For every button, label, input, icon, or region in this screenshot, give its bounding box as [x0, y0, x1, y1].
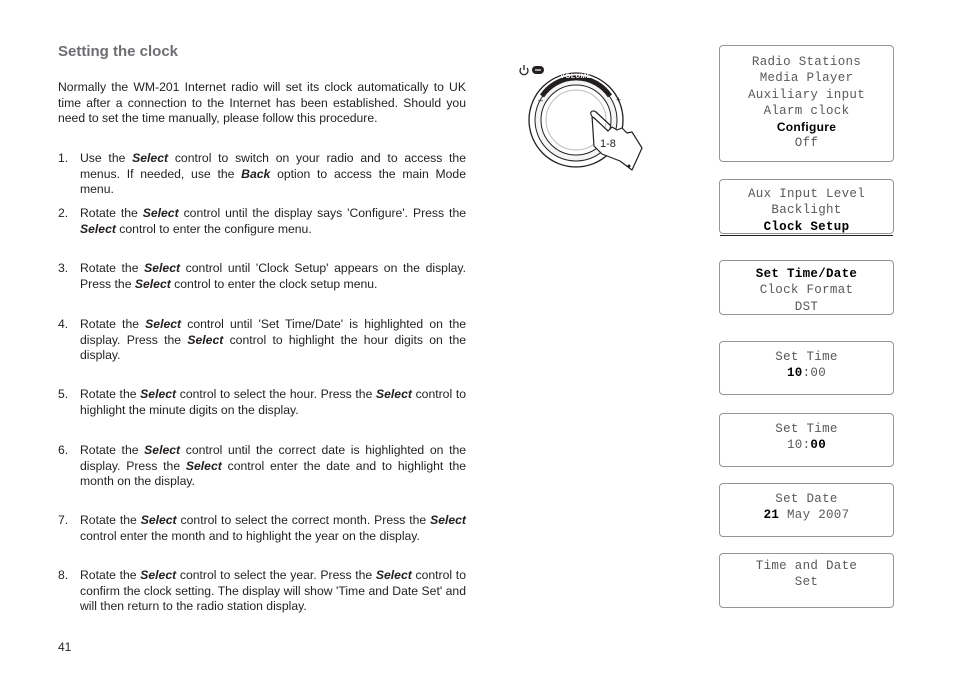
lcd-line: Time and Date	[755, 559, 858, 573]
lcd-display-screen	[719, 179, 894, 234]
lcd-highlighted-value: 21	[763, 508, 780, 523]
step-text-run: control until the display says 'Configure'. Press the	[178, 206, 467, 220]
instruction-step	[58, 317, 466, 364]
instruction-step	[58, 387, 466, 418]
step-text-run: Rotate the	[80, 387, 141, 401]
lcd-highlighted-value: 00	[810, 438, 827, 453]
power-icon	[520, 65, 528, 75]
lcd-display-screen	[719, 341, 894, 395]
step-text-run: Rotate the	[80, 513, 141, 527]
control-keyword: Select	[140, 387, 177, 401]
step-text-run: control to confirm the clock setting. The display will show 'Time and Date Set' and will then return to the radio station display.	[80, 568, 466, 613]
instruction-step	[58, 206, 466, 237]
step-text-run: control to enter the configure menu.	[115, 221, 312, 236]
step-text	[80, 206, 466, 237]
lcd-text: 00	[810, 366, 827, 381]
step-number: 3.	[58, 261, 69, 275]
control-keyword: Select	[140, 513, 177, 527]
lcd-text: 10	[786, 438, 803, 453]
step-text	[80, 387, 466, 418]
step-text	[80, 261, 466, 292]
control-keyword: Select	[187, 332, 224, 347]
lcd-line: Set	[794, 575, 819, 590]
lcd-highlighted-item: Clock Setup	[720, 219, 893, 236]
instruction-step	[58, 513, 466, 544]
control-keyword: Select	[132, 151, 169, 165]
step-text-run: Rotate the	[80, 261, 145, 275]
volume-minus-label: –	[538, 95, 544, 105]
step-text	[80, 317, 466, 364]
lcd-highlighted-item: Configure	[776, 120, 837, 135]
lcd-line: Off	[794, 136, 819, 151]
lcd-line: Set Date	[775, 492, 838, 506]
step-text-run: Rotate the	[80, 443, 145, 457]
page-number: 41	[58, 640, 72, 654]
lcd-line: Radio Stations	[751, 55, 862, 69]
step-number: 6.	[58, 443, 69, 457]
lcd-line	[720, 365, 893, 381]
back-button-icon	[532, 66, 544, 74]
lcd-line: DST	[794, 299, 819, 314]
step-text	[80, 151, 466, 198]
lcd-display-screen	[719, 260, 894, 315]
select-dial-illustration	[512, 58, 647, 178]
step-text-run: control to highlight the minute digits on the display.	[80, 387, 466, 417]
instruction-step	[58, 568, 466, 615]
lcd-display-screen	[719, 553, 894, 608]
step-text	[80, 568, 466, 615]
control-keyword: Select	[145, 317, 182, 331]
step-text	[80, 443, 466, 490]
step-text-run: Rotate the	[80, 568, 141, 582]
lcd-line: Auxiliary input	[747, 87, 866, 102]
lcd-line	[720, 437, 893, 453]
control-keyword: Select	[80, 221, 116, 236]
lcd-line: Backlight	[771, 203, 842, 218]
instruction-step	[58, 443, 466, 490]
lcd-line	[720, 507, 893, 523]
step-text-run: control to select the correct month. Press the	[176, 513, 431, 527]
step-range-label: 1-8	[600, 138, 616, 150]
volume-label: VOLUME	[560, 73, 592, 80]
control-keyword: Select	[185, 458, 222, 473]
lcd-highlighted-value: 10	[786, 366, 803, 381]
step-text-run: control enter the date and to highlight the month on the display.	[80, 458, 467, 488]
step-text-run: control to enter the clock setup menu.	[170, 276, 378, 291]
step-text-run: Rotate the	[80, 206, 143, 220]
control-keyword: Select	[144, 261, 181, 275]
step-text-run: Use the	[80, 151, 133, 165]
control-keyword: Select	[376, 387, 412, 401]
step-text-run: control until 'Clock Setup' appears on the display. Press the	[80, 261, 466, 291]
lcd-line: Set Time	[775, 350, 838, 364]
step-text	[80, 513, 466, 544]
page-title: Setting the clock	[58, 43, 179, 60]
control-keyword: Select	[375, 568, 412, 582]
lcd-line: Alarm clock	[763, 103, 850, 118]
lcd-highlighted-item: Set Time/Date	[755, 267, 858, 281]
step-text-run: option to access the main Mode menu.	[80, 166, 466, 196]
step-number: 2.	[58, 206, 69, 220]
step-text-run: control enter the month and to highlight the year on the display.	[80, 528, 420, 543]
lcd-text: :	[802, 366, 811, 381]
step-number: 8.	[58, 568, 69, 582]
lcd-line: Set Time	[775, 422, 838, 436]
step-number: 4.	[58, 317, 69, 331]
step-text-run: control to select the hour. Press the	[176, 387, 377, 401]
step-number: 5.	[58, 387, 69, 401]
lcd-line: Clock Format	[759, 283, 854, 298]
lcd-display-screen	[719, 413, 894, 467]
instruction-step	[58, 261, 466, 292]
control-keyword: Back	[241, 166, 271, 181]
step-number: 1.	[58, 151, 69, 165]
lcd-display-screen	[719, 483, 894, 537]
control-keyword: Select	[134, 276, 171, 291]
lcd-text: :	[802, 438, 811, 453]
step-text-run: control until the correct date is highlighted on the display. Press the	[80, 443, 467, 473]
instruction-step	[58, 151, 466, 198]
step-text-run: control to switch on your radio and to access the menus. If needed, use the	[80, 151, 466, 181]
lcd-display-screen	[719, 45, 894, 162]
step-text-run: control to select the year. Press the	[176, 568, 376, 582]
volume-plus-label: +	[616, 95, 622, 105]
control-keyword: Select	[142, 206, 179, 220]
control-keyword: Select	[140, 568, 177, 582]
intro-paragraph: Normally the WM-201 Internet radio will set its clock automatically to UK time after a connection to the Internet has been established. Should you need to set the time manually, please follow this procedure.	[58, 80, 466, 125]
step-text-run: Rotate the	[80, 317, 146, 331]
step-number: 7.	[58, 513, 69, 527]
lcd-line: Aux Input Level	[747, 187, 866, 201]
lcd-line: Media Player	[759, 71, 854, 86]
control-keyword: Select	[144, 443, 181, 457]
step-text-run: control until 'Set Time/Date' is highlighted on the display. Press the	[80, 317, 466, 347]
control-keyword: Select	[430, 513, 466, 527]
lcd-text: May 2007	[779, 508, 850, 523]
step-text-run: control to highlight the hour digits on the display.	[80, 332, 466, 362]
